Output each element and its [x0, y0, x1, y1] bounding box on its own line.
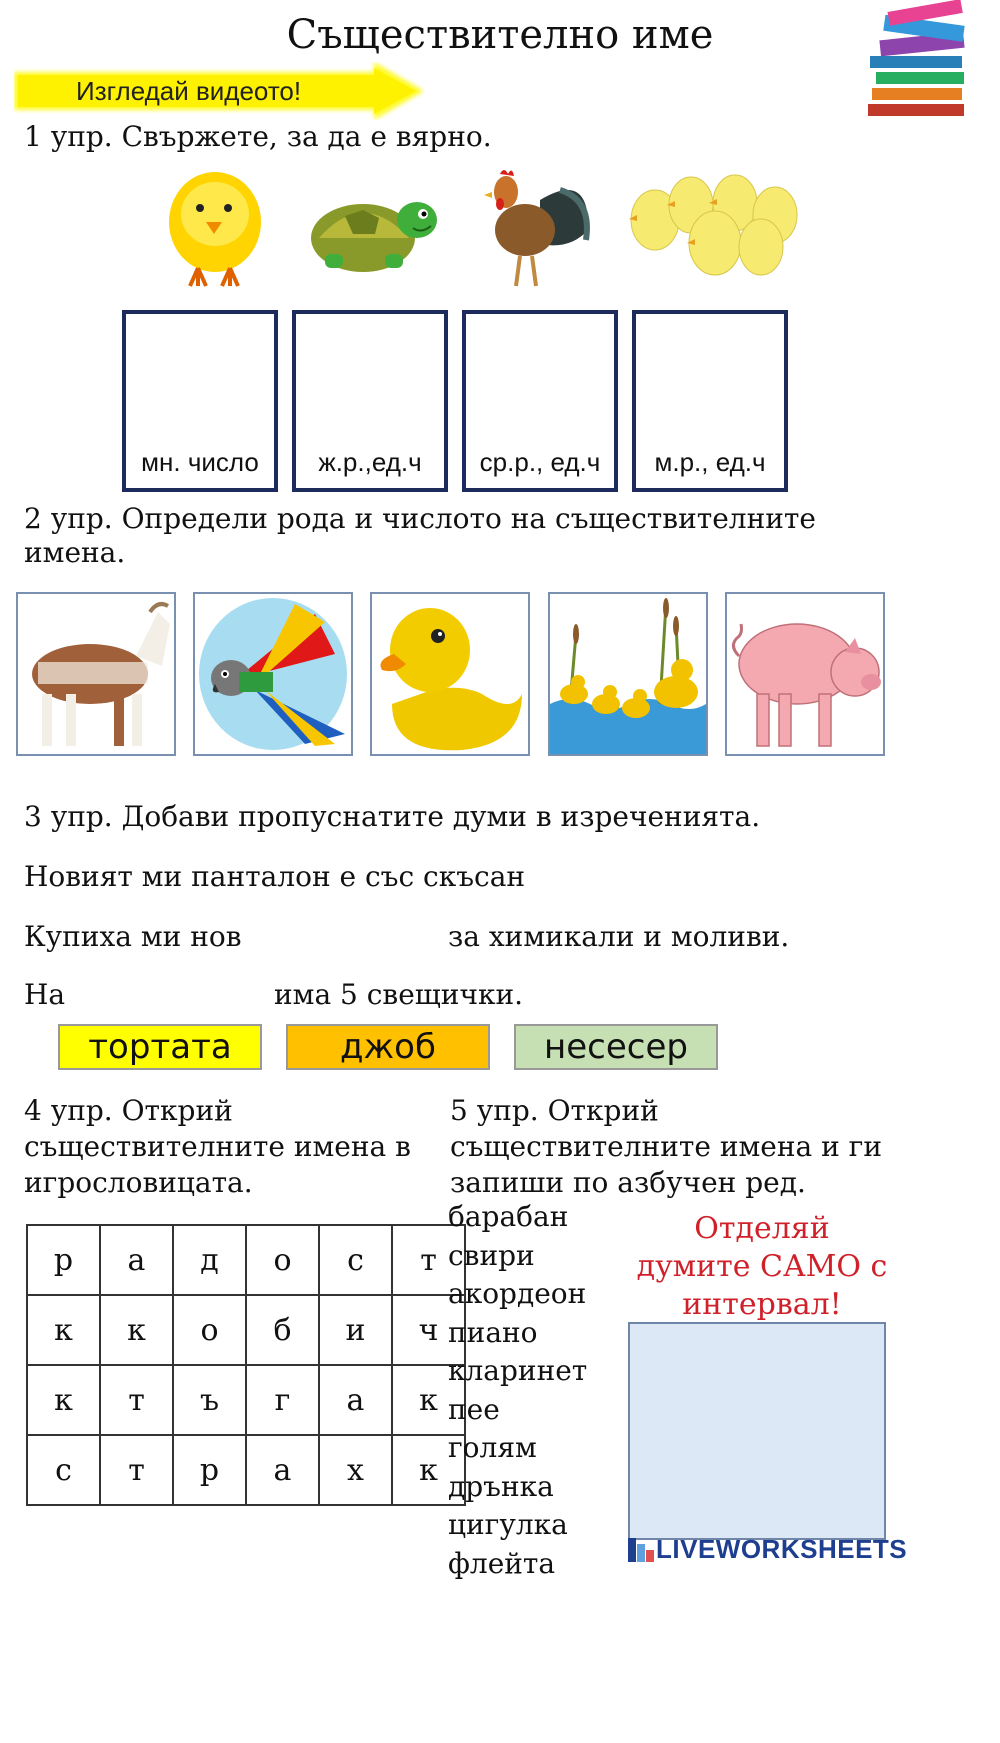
goat-image: [18, 594, 174, 754]
duck-image: [372, 594, 528, 754]
blank-input-1[interactable]: [520, 858, 720, 892]
page-title: Съществително име: [286, 12, 714, 58]
blank-input-3[interactable]: [70, 976, 270, 1010]
grid-cell[interactable]: р: [27, 1225, 100, 1295]
word-chip-dzhob[interactable]: джоб: [286, 1024, 490, 1070]
dropbox-plural[interactable]: [122, 310, 278, 492]
grid-cell[interactable]: д: [173, 1225, 246, 1295]
word-chip-neseser[interactable]: несесер: [514, 1024, 718, 1070]
sentence-2-start: Купиха ми нов: [24, 920, 242, 953]
books-stack-icon: [862, 0, 972, 128]
ex1-heading: 1 упр. Свържете, за да е вярно.: [24, 120, 492, 153]
sentence-3-start: На: [24, 978, 66, 1011]
parrot-image-card[interactable]: [193, 592, 353, 756]
dropbox-masculine-singular[interactable]: [632, 310, 788, 492]
watch-video-label: Изгледай видеото!: [76, 76, 302, 106]
grid-cell[interactable]: г: [246, 1365, 319, 1435]
list-item: флейта: [448, 1546, 556, 1580]
list-item: голям: [448, 1431, 537, 1464]
dropbox-label: м.р., ед.ч: [654, 447, 766, 477]
liveworksheets-logo: [628, 1534, 928, 1566]
grid-cell[interactable]: с: [319, 1225, 392, 1295]
sentence-1: Новият ми панталон е със скъсан: [24, 860, 526, 893]
grid-cell[interactable]: ч: [392, 1295, 465, 1365]
grid-cell[interactable]: а: [319, 1365, 392, 1435]
note-line: думите САМО с: [636, 1249, 888, 1284]
liveworksheets-logo-icon: [628, 1538, 654, 1562]
grid-cell[interactable]: а: [246, 1435, 319, 1505]
dropbox-label: ж.р.,ед.ч: [318, 447, 422, 477]
grid-cell[interactable]: и: [319, 1295, 392, 1365]
grid-cell[interactable]: о: [246, 1225, 319, 1295]
ex4-heading-line1: 4 упр. Открий: [24, 1094, 233, 1127]
answer-textbox[interactable]: [628, 1322, 886, 1540]
dropbox-label: мн. число: [141, 447, 259, 477]
blank-input-2[interactable]: [240, 918, 440, 952]
grid-cell[interactable]: т: [100, 1365, 173, 1435]
grid-cell[interactable]: т: [100, 1435, 173, 1505]
liveworksheets-brand: LIVEWORKSHEETS: [656, 1534, 908, 1564]
grid-cell[interactable]: т: [392, 1225, 465, 1295]
ex2-heading-line2: имена.: [24, 536, 126, 569]
grid-cell[interactable]: а: [100, 1225, 173, 1295]
grid-cell[interactable]: х: [319, 1435, 392, 1505]
grid-cell[interactable]: о: [173, 1295, 246, 1365]
pig-image-card[interactable]: [725, 592, 885, 756]
grid-cell[interactable]: к: [100, 1295, 173, 1365]
list-item: свири: [448, 1238, 535, 1272]
dropbox-label: ср.р., ед.ч: [479, 447, 601, 477]
goat-image-card[interactable]: [16, 592, 176, 756]
grid-cell[interactable]: к: [392, 1365, 465, 1435]
ex3-heading: 3 упр. Добави пропуснатите думи в изреченията.: [24, 800, 761, 833]
grid-cell[interactable]: б: [246, 1295, 319, 1365]
ex5-heading-line1: 5 упр. Открий: [450, 1094, 659, 1127]
ex2-heading-line1: 2 упр. Определи рода и числото на съществителните: [24, 502, 816, 535]
list-item: кларинет: [448, 1354, 588, 1387]
word-search-grid: [26, 1224, 466, 1506]
chicks-group-image: [625, 165, 805, 290]
note-line: Отделяй: [694, 1211, 830, 1246]
list-item: акордеон: [448, 1277, 587, 1310]
instruction-note: [624, 1210, 900, 1324]
grid-cell[interactable]: с: [27, 1435, 100, 1505]
ex4-heading-line3: игрословицата.: [24, 1166, 253, 1199]
word-list: [448, 1200, 587, 1585]
sentence-2-end: за химикали и моливи.: [448, 920, 790, 953]
dropbox-feminine-singular[interactable]: [292, 310, 448, 492]
dropbox-neuter-singular[interactable]: [462, 310, 618, 492]
duck-image-card[interactable]: [370, 592, 530, 756]
ex5-heading-line2: съществителните имена и ги: [450, 1130, 882, 1163]
grid-cell[interactable]: р: [173, 1435, 246, 1505]
list-item: пиано: [448, 1315, 538, 1349]
watch-video-button[interactable]: [14, 62, 424, 120]
rooster-image: [480, 160, 595, 295]
list-item: дрънка: [448, 1469, 554, 1503]
ex4-heading-line2: съществителните имена в: [24, 1130, 411, 1163]
chick-image: [160, 160, 270, 295]
grid-cell[interactable]: ъ: [173, 1365, 246, 1435]
ducklings-image-card[interactable]: [548, 592, 708, 756]
grid-cell[interactable]: к: [27, 1365, 100, 1435]
list-item: барабан: [448, 1200, 569, 1233]
word-chip-tortata[interactable]: тортата: [58, 1024, 262, 1070]
pig-image: [727, 594, 883, 754]
ex5-heading-line3: запиши по азбучен ред.: [450, 1166, 806, 1199]
sentence-3-end: има 5 свещички.: [274, 978, 524, 1011]
list-item: цигулка: [448, 1508, 568, 1541]
grid-cell[interactable]: к: [392, 1435, 465, 1505]
parrot-image: [195, 594, 351, 754]
turtle-image: [305, 180, 440, 275]
note-line: интервал!: [682, 1287, 842, 1322]
list-item: пее: [448, 1392, 500, 1426]
grid-cell[interactable]: к: [27, 1295, 100, 1365]
ducklings-image: [550, 594, 706, 754]
